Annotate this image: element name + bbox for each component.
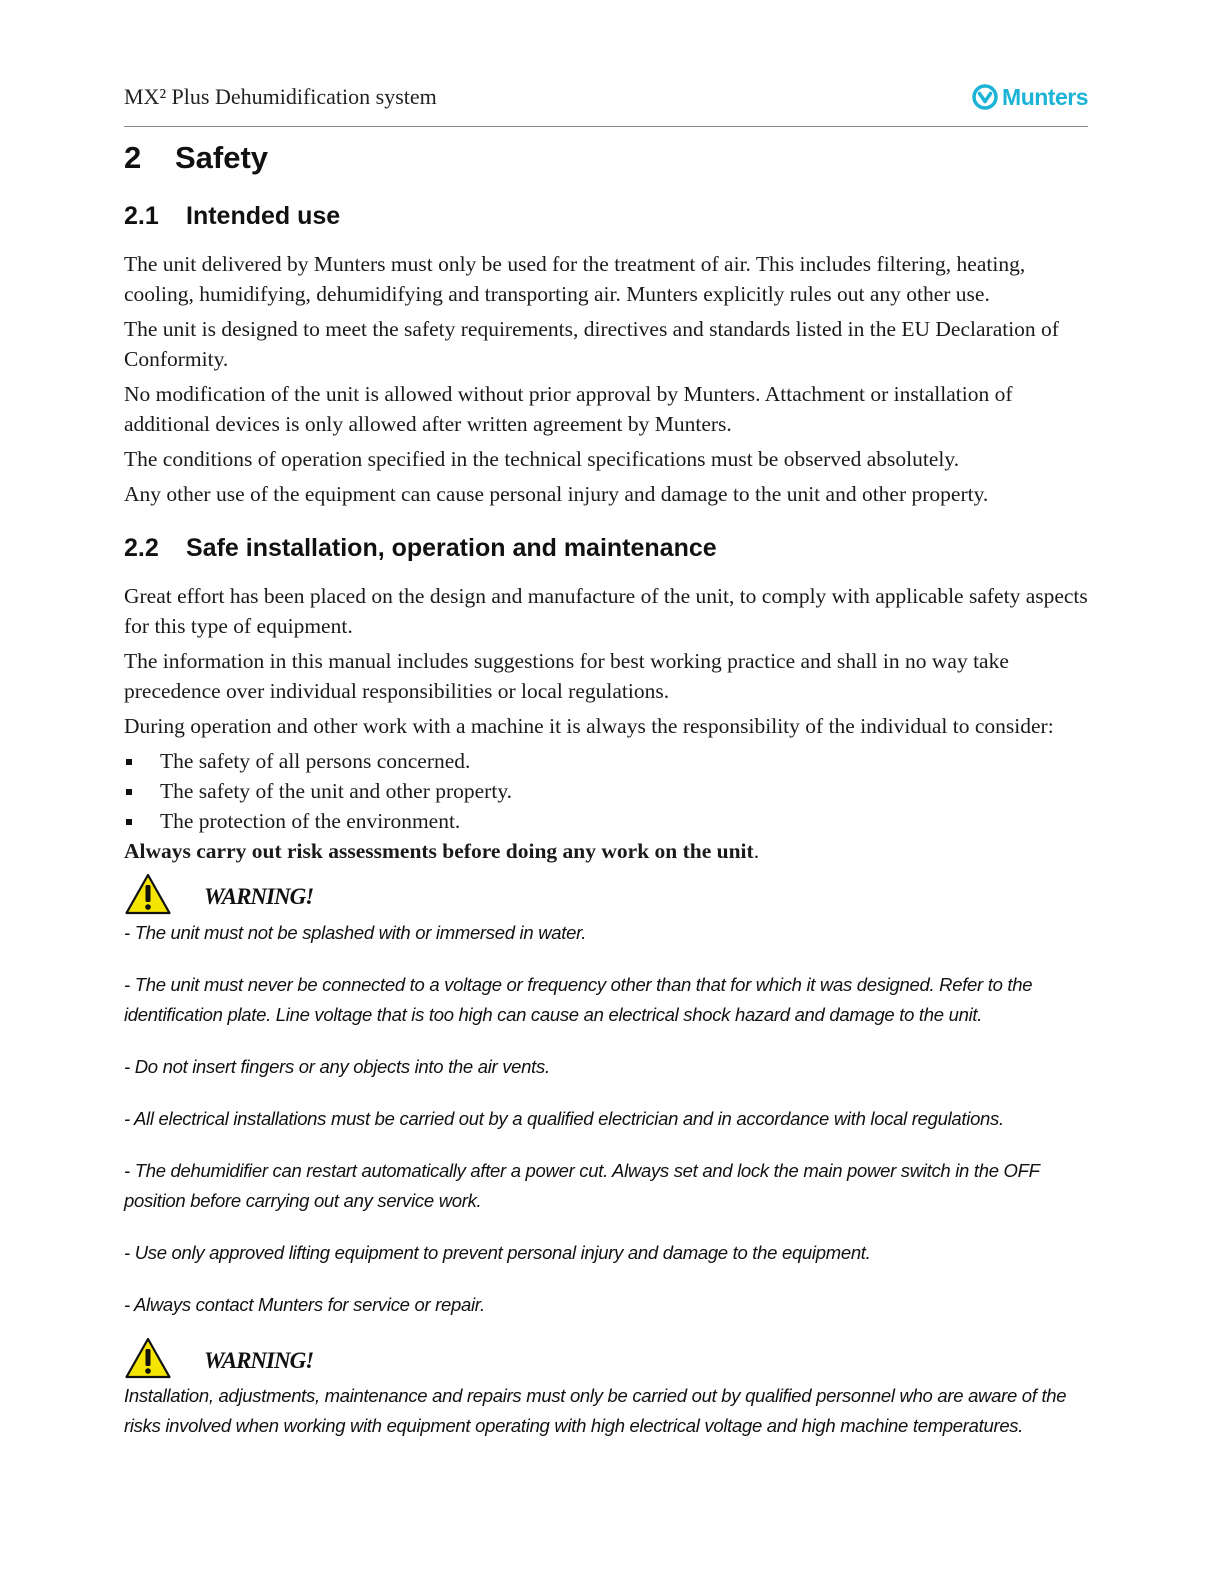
section-number: 2 [124,140,142,175]
paragraph: The conditions of operation specified in the technical specifications must be observed absolutely. [124,447,960,471]
bullet-icon [126,789,132,795]
document-title: MX² Plus Dehumidification system [124,84,437,109]
section-heading [124,140,268,176]
bold-statement-period: . [753,839,760,863]
subsection-heading-intended-use [124,202,340,231]
paragraph: The unit is designed to meet the safety requirements, directives and standards listed in the EU Declaration of Conformity. [124,317,1059,371]
warning-label: WARNING! [204,884,314,909]
list-item [124,776,1090,806]
subsection-title: Safe installation, operation and maintenance [186,534,717,562]
subsection-number: 2.1 [124,202,159,230]
warning-text-2 [124,1381,1090,1463]
risk-assessment-statement [124,836,1090,866]
warning-item: - Always contact Munters for service or repair. [124,1294,485,1315]
subsection-number: 2.2 [124,534,159,562]
warning-item: - The unit must never be connected to a voltage or frequency other than that for which it was designed. Refer to the identification plate. Line voltage that is too high can cause an electrical shock hazard and damage to the unit. [124,974,1033,1025]
bullet-icon [126,819,132,825]
logo-text: Munters [1002,83,1088,110]
paragraph: No modification of the unit is allowed without prior approval by Munters. Attachment or installation of additional devices is only allowed after written agreement by Munters. [124,382,1013,436]
warning-list-1 [124,918,1090,1342]
warning-triangle-icon [124,1336,172,1380]
list-item-text: The safety of the unit and other property. [160,779,513,803]
bullet-icon [126,759,132,765]
warning-paragraph: Installation, adjustments, maintenance and repairs must only be carried out by qualified personnel who are aware of the risks involved when working with equipment operating with high electrical voltage and high machine temperatures. [124,1385,1067,1436]
paragraph: The unit delivered by Munters must only be used for the treatment of air. This includes filtering, heating, cooling, humidifying, dehumidifying and transporting air. Munters explicitly rules out any other use. [124,252,1026,306]
list-item-text: The safety of all persons concerned. [160,749,471,773]
warning-header-2 [124,1336,524,1382]
list-item [124,746,1090,776]
paragraph: During operation and other work with a machine it is always the responsibility of the individual to consider: [124,714,1054,738]
warning-item: - The unit must not be splashed with or immersed in water. [124,922,587,943]
warning-label: WARNING! [204,1348,314,1373]
warning-item: - The dehumidifier can restart automatically after a power cut. Always set and lock the main power switch in the OFF position before carrying out any service work. [124,1160,1040,1211]
list-item-text: The protection of the environment. [160,809,461,833]
warning-item: - All electrical installations must be carried out by a qualified electrician and in accordance with local regulations. [124,1108,1004,1129]
paragraph: Great effort has been placed on the design and manufacture of the unit, to comply with applicable safety aspects for this type of equipment. [124,584,1088,638]
warning-item: - Use only approved lifting equipment to prevent personal injury and damage to the equipment. [124,1242,871,1263]
intended-use-body [124,249,1090,514]
warning-item: - Do not insert fingers or any objects into the air vents. [124,1056,550,1077]
munters-check-icon [972,84,998,110]
subsection-heading-safe-installation [124,534,717,563]
consideration-list [124,746,1090,836]
section-title: Safety [175,140,269,175]
subsection-title: Intended use [186,202,341,230]
safe-installation-body [124,581,1090,871]
warning-triangle-icon [124,872,172,916]
bold-statement-text: Always carry out risk assessments before doing any work on the unit [124,839,754,863]
paragraph: Any other use of the equipment can cause personal injury and damage to the unit and other property. [124,482,989,506]
munters-logo [972,82,1088,112]
warning-header-1 [124,872,524,918]
list-item [124,806,1090,836]
page-header [124,82,1088,127]
paragraph: The information in this manual includes suggestions for best working practice and shall in no way take precedence over individual responsibilities or local regulations. [124,649,1009,703]
